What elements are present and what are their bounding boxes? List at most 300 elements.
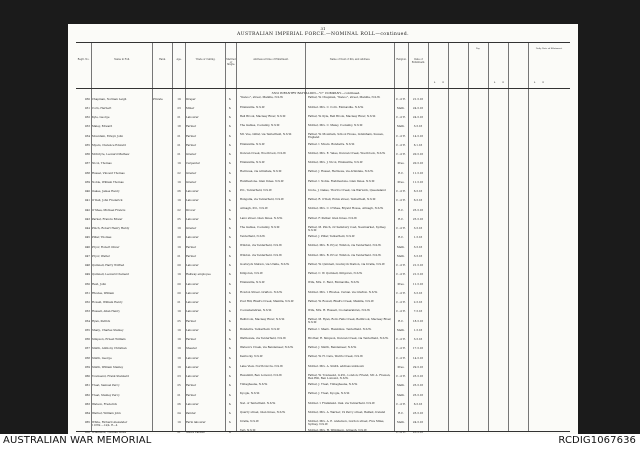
age-cell: 25 xyxy=(177,384,181,388)
soldier-name-cell: Pillar, Thomas xyxy=(92,236,112,240)
soldier-name-cell: Quinnell, Leonard Clement xyxy=(92,273,129,277)
table-row xyxy=(76,364,570,373)
enlistment-date-cell: 3.3.16 xyxy=(413,338,423,342)
soldier-name-cell: Simpson, Ernest William xyxy=(92,338,126,342)
regt-no-cell: 937 xyxy=(84,162,90,166)
archive-credit: AUSTRALIAN WAR MEMORIAL xyxy=(3,435,152,446)
address-cell: Coonabarabran, N.S.W. xyxy=(240,309,272,312)
address-cell: Lang street, Glen Innes, N.S.W. xyxy=(240,216,283,220)
religion-cell: Meth. xyxy=(396,106,405,110)
regt-no-cell: 952 xyxy=(84,301,90,305)
age-cell: 20 xyxy=(177,264,181,268)
religion-cell: Meth. xyxy=(396,125,405,129)
enlistment-date-cell: 1.3.16 xyxy=(413,236,423,240)
religion-cell: Pres. xyxy=(397,162,405,166)
marital-status-cell: S. xyxy=(228,217,232,221)
table-row xyxy=(76,133,570,142)
age-cell: 19 xyxy=(177,273,181,277)
next-of-kin-cell: Father, W. Townsend, G.P.O., London; Friend, Mr. A. Frewen, Ben Hill, Ben Lomond, N.S.W. xyxy=(308,373,391,380)
marital-status-cell: S. xyxy=(228,375,232,379)
age-cell: 19 xyxy=(177,338,181,342)
regt-no-cell: 949 xyxy=(84,273,90,277)
address-cell: Nat. of Tenterfield, N.S.W. xyxy=(240,401,276,405)
next-of-kin-cell: Mother, Mrs. E. Yates, Duncan Creek, Woolbrook, N.S.W. xyxy=(308,151,386,155)
enlistment-date-cell: 17.3.16 xyxy=(412,347,424,351)
soldier-name-cell: Kyle, George xyxy=(92,116,110,120)
regt-no-cell: 946 xyxy=(84,245,90,249)
enlistment-date-cell: 6.3.16 xyxy=(413,402,423,406)
soldier-name-cell: McIntyre, Leonard Mathew xyxy=(92,153,130,157)
table-row xyxy=(76,263,570,272)
enlistment-date-cell: 11.3.16 xyxy=(412,171,424,175)
trade-cell: Carpenter xyxy=(186,162,200,166)
trade-cell: Farmer xyxy=(186,134,196,138)
address-cell: The Gables, Coolanby, N.S.W. xyxy=(240,225,280,229)
next-of-kin-cell: Mother, Mrs. H. Wilkinson, Armagh, N.S.W. xyxy=(308,429,368,433)
address-cell: Tintagheena, N.S.W. xyxy=(240,383,268,386)
soldier-name-cell: O'Dell, John Frederick xyxy=(92,199,123,203)
header-next-of-kin: Name of Next of Kin, and Address. xyxy=(329,58,371,61)
enlistment-date-cell: 3.3.16 xyxy=(413,291,423,295)
address-cell: Ruddlestone, Glen Innes, N.S.W. xyxy=(240,179,284,183)
next-of-kin-cell: Mother, Mrs. C. O'Shea, Bryant House, Armagh, N.S.W. xyxy=(308,207,384,211)
table-row xyxy=(76,124,570,133)
address-cell: Kentucky, N.S.W. xyxy=(240,355,263,359)
header-age: Age. xyxy=(176,58,182,61)
regt-no-cell: 957 xyxy=(84,347,90,351)
marital-status-cell: S. xyxy=(228,421,232,425)
religion-cell: C. of E. xyxy=(396,273,406,277)
trade-cell: Labourer xyxy=(186,356,199,360)
address-cell: Bellbrook, Macleay River, N.S.W. xyxy=(240,318,285,322)
age-cell: 22 xyxy=(177,171,181,175)
address-cell: Kyogle, N.S.W. xyxy=(240,392,260,396)
address-cell: Emmaville, N.S.W. xyxy=(240,281,265,285)
religion-cell: Pres. xyxy=(397,180,405,184)
religion-cell: C. of E. xyxy=(396,301,406,305)
religion-cell: R.C. xyxy=(398,208,404,212)
next-of-kin-cell: Mother, Mrs. B. Pryor, Wilston, via Tenterfield, N.S.W. xyxy=(308,253,382,257)
address-cell: Tenterfield, N.S.W. xyxy=(240,235,266,238)
address-cell: Post Hill, Rhall's Creek, Manilla, N.S.W. xyxy=(240,299,294,303)
marital-status-cell: S. xyxy=(228,190,232,194)
age-cell: 19 xyxy=(177,310,181,314)
soldier-name-cell: Sharp, Charles Stanley xyxy=(92,328,124,332)
trade-cell: Grazier xyxy=(186,227,197,231)
nominal-roll-page xyxy=(68,24,578,434)
age-cell: 20 xyxy=(177,291,181,295)
religion-cell: Pres. xyxy=(397,365,405,369)
religion-cell: Pres. xyxy=(397,282,405,286)
regt-no-cell: 960 xyxy=(84,375,90,379)
trade-cell: Farmer xyxy=(186,125,196,129)
soldier-name-cell: Rhodes, William xyxy=(92,291,115,295)
age-cell: 21 xyxy=(177,153,181,157)
age-cell: 19 xyxy=(177,356,181,360)
trade-cell: Labourer xyxy=(186,365,199,369)
header-religion: Religion. xyxy=(396,58,407,61)
soldier-name-cell: Pryor, Walter xyxy=(92,254,110,258)
marital-status-cell: S. xyxy=(228,264,232,268)
next-of-kin-cell: Brother, R. Simpson, Duncan Creek, via Tenterfield, N.S.W. xyxy=(308,336,389,340)
next-of-kin-cell: Father, W. Rowell, Rhall's Creek, Manilla, N.S.W. xyxy=(308,299,374,303)
header-enlistment: Date of Enlistment. xyxy=(411,58,426,64)
religion-cell: C. of E. xyxy=(396,199,406,203)
marital-status-cell: S. xyxy=(228,199,232,203)
soldier-name-cell: Quinnell, Harry Wilfred xyxy=(92,264,125,268)
next-of-kin-cell: Father, M. Pinch, 22 Salisbury road, Newmarket, Sydney, N.S.W. xyxy=(308,225,387,232)
soldier-name-cell: Russel, Vincent Thomas xyxy=(92,171,125,175)
marital-status-cell: S. xyxy=(228,227,232,231)
enlistment-date-cell: 11.3.16 xyxy=(412,282,424,286)
religion-cell: Meth. xyxy=(396,421,405,425)
enlistment-date-cell: 24.3.16 xyxy=(412,106,424,110)
table-row xyxy=(76,216,570,225)
table-row xyxy=(76,355,570,364)
marital-status-cell: S. xyxy=(228,208,232,212)
rank-cell: Private xyxy=(153,97,163,101)
enlistment-date-cell: 24.3.16 xyxy=(412,116,424,120)
trade-cell: Labourer xyxy=(186,264,199,268)
soldier-name-cell: Russell, Allan Henry xyxy=(92,310,120,314)
regt-no-cell: 964 xyxy=(84,412,90,416)
religion-cell: C. of E. xyxy=(396,291,406,295)
next-of-kin-cell: Mother, Mrs. A. Smith, address unknown xyxy=(308,364,365,368)
age-cell: 19 xyxy=(177,421,181,425)
enlistment-date-cell: 3.3.16 xyxy=(413,254,423,258)
religion-cell: R.C. xyxy=(398,236,404,240)
regt-no-cell: 963 xyxy=(84,402,90,406)
trade-cell: Farmer xyxy=(186,393,196,397)
marital-status-cell: S. xyxy=(228,245,232,249)
marital-status-cell: S. xyxy=(228,356,232,360)
regt-no-cell: 943 xyxy=(84,217,90,221)
age-cell: 26 xyxy=(177,402,181,406)
religion-cell: C. of E. xyxy=(396,347,406,351)
soldier-name-cell: Treat, Samuel Percy xyxy=(92,384,120,388)
address-cell: Armagh, P.O., N.S.W. xyxy=(240,207,269,211)
table-header xyxy=(76,43,570,89)
address-cell: Ravenhill, Ben Lomond, N.S.W. xyxy=(240,373,283,377)
marital-status-cell: S. xyxy=(228,273,232,277)
marital-status-cell: S. xyxy=(228,116,232,120)
address-cell: Quarry street, Glen Innes, N.S.W. xyxy=(240,410,286,414)
age-cell: 19 xyxy=(177,97,181,101)
header-married: Married or Single. xyxy=(226,58,236,67)
soldier-name-cell: Ryan, Patrick xyxy=(92,319,111,323)
enlistment-date-cell: 24.3.16 xyxy=(412,421,424,425)
soldier-name-cell: Smith, William Stanley xyxy=(92,365,124,369)
marital-status-cell: S. xyxy=(228,365,232,369)
trade-cell: Grazier xyxy=(186,153,197,157)
trade-cell: Farmer xyxy=(186,338,196,342)
religion-cell: Meth. xyxy=(396,245,405,249)
address-cell: P.O., Tenterfield, N.S.W. xyxy=(240,188,273,192)
soldier-name-cell: Pinch, Robert Henry Hardy xyxy=(92,227,130,231)
soldier-name-cell: O'Shea, Michael Francis xyxy=(92,208,126,212)
trade-cell: Farmer xyxy=(186,143,196,147)
record-id: RCDIG1067636 xyxy=(558,435,636,446)
header-pay-group: Pay. xyxy=(475,47,481,50)
next-of-kin-cell: Uncle, J. Oakes, Thorn's Creek, via Warwick, Queensland xyxy=(308,188,386,192)
religion-cell: C. of E. xyxy=(396,310,406,314)
age-cell: 20 xyxy=(177,236,181,240)
soldier-name-cell: Rowell, William Henry xyxy=(92,301,123,305)
next-of-kin-cell: Mother, Mrs. J. Nicol, Emmaville, N.S.W. xyxy=(308,161,363,164)
age-cell: 19 xyxy=(177,245,181,249)
next-of-kin-cell: Father, J. Sharp, Hawkings, Tenterfield, N.S.W. xyxy=(308,327,372,331)
enlistment-date-cell: 1.3.16 xyxy=(413,328,423,332)
soldier-name-cell: Reid, John xyxy=(92,282,107,286)
next-of-kin-cell: Father, W. Chapman, "Kanoo", street, Manilla, N.S.W. xyxy=(308,96,381,100)
regt-no-cell: 961 xyxy=(84,384,90,388)
age-cell: 25 xyxy=(177,319,181,323)
age-cell: 21 xyxy=(177,301,181,305)
header-allotment-group: Daily Rate of Allotment. xyxy=(535,47,563,50)
regt-no-cell: 945 xyxy=(84,236,90,240)
printer-note: 11869.—14/4. R—4 xyxy=(92,424,118,427)
regt-no-cell: 934 xyxy=(84,134,90,138)
regt-no-cell: 930 xyxy=(84,97,90,101)
table-row xyxy=(76,152,570,161)
soldier-name-cell: Nicol, Thomas xyxy=(92,162,112,166)
regt-no-cell: 956 xyxy=(84,338,90,342)
soldier-name-cell: Maley, Edward xyxy=(92,125,113,129)
soldier-name-cell: Parker, Francis Edwar xyxy=(92,217,123,221)
document-title: AUSTRALIAN IMPERIAL FORCE.—NOMINAL ROLL—continued. xyxy=(237,32,409,37)
address-cell: Uralla, N.S.W. xyxy=(240,420,259,423)
marital-status-cell: S. xyxy=(228,143,232,147)
next-of-kin-cell: Father, J. Treat, Kyogle, N.S.W. xyxy=(308,392,350,396)
religion-cell: R.C. xyxy=(398,319,404,323)
regt-no-cell: 935 xyxy=(84,143,90,147)
address-cell: Wilston, via Tenterfield, N.S.W. xyxy=(240,244,283,248)
enlistment-date-cell: 25.3.16 xyxy=(412,393,424,397)
marital-status-cell: S. xyxy=(228,291,232,295)
table-row xyxy=(76,346,570,355)
table-row xyxy=(76,281,570,290)
table-row xyxy=(76,300,570,309)
religion-cell: C. of E. xyxy=(396,116,406,120)
soldier-name-cell: Townsend, Frank Stannard xyxy=(92,375,129,379)
table-row xyxy=(76,189,570,198)
religion-cell: R.C. xyxy=(398,217,404,221)
religion-cell: C. of E. xyxy=(396,134,406,138)
soldier-name-cell: Treat, Stanley Percy xyxy=(92,393,120,397)
marital-status-cell: S. xyxy=(228,384,232,388)
marital-status-cell: S. xyxy=(228,97,232,101)
enlistment-date-cell: 3.3.16 xyxy=(413,227,423,231)
religion-cell: Meth. xyxy=(396,384,405,388)
age-cell: 21 xyxy=(177,254,181,258)
soldier-name-cell: Myers, Clarence Edward xyxy=(92,143,126,147)
marital-status-cell: S. xyxy=(228,254,232,258)
next-of-kin-cell: Father, J. Russel, Hermosa, via Armidale, N.S.W. xyxy=(308,170,374,174)
next-of-kin-cell: Father, W. H. Care, Werris Creek, N.S.W. xyxy=(308,355,364,359)
header-regt-no: Regtl. No. xyxy=(77,58,90,61)
header-name: Name in Full. xyxy=(114,58,130,61)
trade-cell: Farm labourer xyxy=(186,421,206,425)
next-of-kin-cell: Father, C. W. Quinnell, Killgoren, N.S.W. xyxy=(308,272,363,275)
marital-status-cell: S. xyxy=(228,153,232,157)
regt-no-cell: 941 xyxy=(84,199,90,203)
religion-cell: C. of E. xyxy=(396,97,406,101)
soldier-name-cell: White, Richard Alexander xyxy=(92,421,128,425)
marital-status-cell: S. xyxy=(228,236,232,240)
header-address: Address at time of Enlistment. xyxy=(253,58,289,61)
religion-cell: R.C. xyxy=(398,412,404,416)
address-cell: Rowton Street, Grafton, N.S.W. xyxy=(240,290,283,294)
enlistment-date-cell: 11.3.16 xyxy=(412,180,424,184)
trade-cell: Shore Farmer xyxy=(186,430,205,434)
table-row xyxy=(76,105,570,114)
next-of-kin-cell: Mother, Mrs. A. Warner, 19 Percy street, Belfast, Ireland xyxy=(308,410,386,414)
age-cell: 19 xyxy=(177,180,181,184)
trade-cell: Grazier xyxy=(186,180,197,184)
marital-status-cell: S. xyxy=(228,162,232,166)
table-row xyxy=(76,411,570,420)
trade-cell: Farmer xyxy=(186,245,196,249)
enlistment-date-cell: 6.1.16 xyxy=(413,143,423,147)
enlistment-date-cell: 6.3.16 xyxy=(413,190,423,194)
pence-mark: d. xyxy=(542,81,545,84)
table-row xyxy=(76,226,570,235)
trade-cell: Labourer xyxy=(186,402,199,406)
marital-status-cell: S. xyxy=(228,310,232,314)
table-row xyxy=(76,96,570,105)
enlistment-date-cell: 29.3.16 xyxy=(412,365,424,369)
regt-no-cell: 948 xyxy=(84,264,90,268)
next-of-kin-cell: Mother, Mrs. B. Pryor, Wilston, via Tenterfield, N.S.W. xyxy=(308,244,382,248)
regt-no-cell: 942 xyxy=(84,208,90,212)
table-row xyxy=(76,392,570,401)
age-cell: 23 xyxy=(177,375,181,379)
shillings-mark: s. xyxy=(434,81,436,84)
table-row xyxy=(76,318,570,327)
table-row xyxy=(76,235,570,244)
age-cell: 21 xyxy=(177,116,181,120)
trade-cell: Shearer xyxy=(186,347,197,351)
soldier-name-cell: Corn, Herbert xyxy=(92,106,112,110)
trade-cell: Railway employee xyxy=(186,273,211,277)
trade-cell: Labourer xyxy=(186,236,199,240)
marital-status-cell: S. xyxy=(228,412,232,416)
trade-cell: Miner xyxy=(186,106,195,110)
marital-status-cell: S. xyxy=(228,301,232,305)
trade-cell: Labourer xyxy=(186,199,199,203)
table-row xyxy=(76,309,570,318)
next-of-kin-cell: Father, J. Noble, Ruddlestone, Glen Innes, N.S.W. xyxy=(308,179,375,183)
age-cell: 20 xyxy=(177,282,181,286)
age-cell: 19 xyxy=(177,162,181,166)
next-of-kin-cell: Wife, Mrs. C. Reid, Emmaville, N.S.W. xyxy=(308,281,360,285)
next-of-kin-cell: Mother, Mrs. C. Corn, Emmaville, N.S.W. xyxy=(308,105,364,109)
marital-status-cell: S. xyxy=(228,319,232,323)
next-of-kin-cell: Father, J. Smith, Bendemeer, N.S.W. xyxy=(308,346,357,349)
address-cell: Duncan Creek, Woolbrook, N.S.W. xyxy=(240,151,287,155)
trade-cell: Painter xyxy=(186,412,196,416)
age-cell: 21 xyxy=(177,134,181,138)
address-cell: Wattlevale, via Tenterfield, N.S.W. xyxy=(240,336,287,340)
regt-no-cell: 966 xyxy=(84,430,90,434)
trade-cell: Labourer xyxy=(186,190,199,194)
regt-no-cell: 950 xyxy=(84,282,90,286)
age-cell: 21 xyxy=(177,393,181,397)
caption-bar xyxy=(0,434,640,449)
pence-mark: d. xyxy=(502,81,505,84)
age-cell: 26 xyxy=(177,190,181,194)
trade-cell: Farmer xyxy=(186,384,196,388)
shillings-mark: s. xyxy=(534,81,536,84)
religion-cell: C. of E. xyxy=(396,227,406,231)
regt-no-cell: 953 xyxy=(84,310,90,314)
address-cell: Mt. Vue, Gilfar, via Tenterfield, N.S.W. xyxy=(240,133,292,137)
religion-cell: Meth. xyxy=(396,393,405,397)
enlistment-date-cell: 21.3.16 xyxy=(412,264,424,268)
table-row xyxy=(76,207,570,216)
regt-no-cell: 959 xyxy=(84,365,90,369)
header-trade: Trade or Calling. xyxy=(195,58,216,61)
address-cell: Bungulla, via Tenterfield, N.S.W. xyxy=(240,198,285,201)
enlistment-date-cell: 21.3.16 xyxy=(412,273,424,277)
address-cell: Gostwyck Station, via Uralla, N.S.W. xyxy=(240,262,290,266)
enlistment-date-cell: 2.3.16 xyxy=(413,301,423,305)
table-row xyxy=(76,290,570,299)
table-row xyxy=(76,161,570,170)
table-row xyxy=(76,420,570,429)
next-of-kin-cell: Father, W. Quinnell, Gostwyck Station, via Uralla, N.S.W. xyxy=(308,262,385,266)
address-cell: Teri, N.S.W. xyxy=(240,429,256,433)
marital-status-cell: S. xyxy=(228,430,232,434)
soldier-name-cell: Wilkinson, Thomas Rowe xyxy=(92,430,127,434)
religion-cell: C. of E. xyxy=(396,190,406,194)
next-of-kin-cell: Mother, J. Frankland, Oak, via Tenterfield, N.S.W. xyxy=(308,401,376,405)
soldier-name-cell: Smith, George xyxy=(92,356,112,360)
address-cell: Watson's Creek, via Bendemeer, N.S.W. xyxy=(240,346,294,349)
table-row xyxy=(76,383,570,392)
trade-cell: Labourer xyxy=(186,291,199,295)
enlistment-date-cell: 14.3.16 xyxy=(412,356,424,360)
regt-no-cell: 951 xyxy=(84,291,90,295)
regt-no-cell: 958 xyxy=(84,356,90,360)
age-cell: 21 xyxy=(177,430,181,434)
soldier-name-cell: Noble, William Thomas xyxy=(92,180,124,184)
enlistment-date-cell: 20.3.16 xyxy=(412,153,424,157)
trade-cell: Draper xyxy=(186,97,196,101)
trade-cell: Labourer xyxy=(186,217,199,221)
age-cell: 19 xyxy=(177,328,181,332)
religion-cell: Meth. xyxy=(396,254,405,258)
trade-cell: Labourer xyxy=(186,282,199,286)
address-cell: "Kanoo", street, Manilla, N.S.W. xyxy=(240,96,284,100)
enlistment-date-cell: 14.3.16 xyxy=(412,134,424,138)
next-of-kin-cell: Father, W. Mountain, School House, Lidsinham, Sussex, England xyxy=(308,133,384,140)
trade-cell: Grazier xyxy=(186,171,197,175)
soldier-name-cell: Smith, Anthony Christian xyxy=(92,347,127,351)
address-cell: Hermosa, via Armidale, N.S.W. xyxy=(240,170,282,174)
next-of-kin-cell: Mother, Mrs. A. E. Anderson, Gordon street, Five Miles, Sydney, N.S.W. xyxy=(308,420,385,426)
enlistment-date-cell: 25.3.16 xyxy=(412,208,424,212)
regt-no-cell: 954 xyxy=(84,319,90,323)
enlistment-date-cell: 25.3.16 xyxy=(412,217,424,221)
soldier-name-cell: Pryor, Robert Oliver xyxy=(92,245,120,249)
regt-no-cell: 932 xyxy=(84,116,90,120)
enlistment-date-cell: 25.3.16 xyxy=(412,384,424,388)
regt-no-cell: 933 xyxy=(84,125,90,129)
religion-cell: C. of E. xyxy=(396,338,406,342)
age-cell: 19 xyxy=(177,227,181,231)
shillings-mark: s. xyxy=(494,81,496,84)
